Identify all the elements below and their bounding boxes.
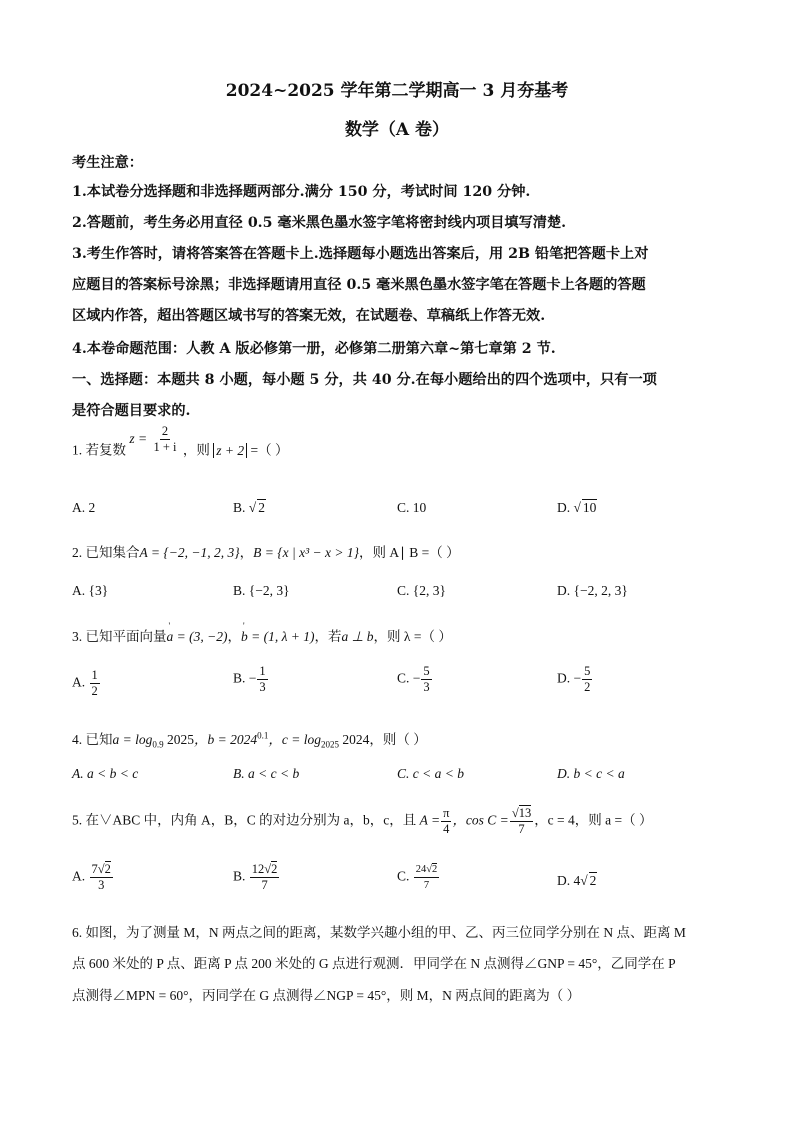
q3-option-b-num: 1 <box>259 664 266 678</box>
q5-option-c-num: 24√2 <box>414 862 440 878</box>
q1-option-d-label: D. <box>557 500 571 515</box>
q5-option-b-frac <box>250 862 280 893</box>
q5-option-a-frac <box>90 862 113 893</box>
q3-option-b-frac <box>257 664 267 695</box>
q3-option-b-den: 3 <box>259 680 266 694</box>
q5-option-c <box>397 862 440 893</box>
q2-option-c: C. {2, 3} <box>397 583 446 598</box>
q3-end: ，则 λ =（ ） <box>373 629 452 644</box>
q5-end: ，c = 4，则 a =（ ） <box>534 812 653 828</box>
q3-prefix: 3. 已知平面向量 <box>72 629 167 644</box>
notice-item-4: 4.本卷命题范围：人教 A 版必修第一册，必修第二册第六章~第七章第 2 节. <box>72 341 556 357</box>
q3-option-c <box>397 664 433 695</box>
q4-b: ，b = 2024 <box>194 732 258 747</box>
q4-prefix: 4. 已知 <box>72 732 113 747</box>
q3-option-c-den: 3 <box>423 680 430 694</box>
question-1 <box>72 424 289 467</box>
q3-perp: a ⊥ b <box>341 629 374 644</box>
q1-option-a: A. 2 <box>72 500 96 515</box>
q3-option-d-frac <box>582 664 592 695</box>
q4-c-base: 2025 <box>320 739 339 750</box>
q5-cos: ，cos C = <box>452 812 509 828</box>
q5-option-c-label: C. <box>397 868 410 884</box>
q3-option-c-label: C. − <box>397 670 421 686</box>
q3-vector-a: ' a = (3, −2) <box>167 629 228 645</box>
q5-cos-frac <box>510 806 533 837</box>
q3-option-b <box>233 664 269 695</box>
q3-option-a-den: 2 <box>91 684 98 698</box>
question-5 <box>72 806 653 837</box>
q1-mid: ，则 <box>182 442 210 458</box>
q3-option-a-num: 1 <box>91 668 98 682</box>
q1-prefix: 1. 若复数 <box>72 442 126 458</box>
q5-option-d-label: D. 4 <box>557 873 581 888</box>
q5-option-c-frac <box>414 862 440 893</box>
q1-option-b-radicand: 2 <box>258 500 265 515</box>
question-6-line-1: 6. 如图，为了测量 M，N 两点之间的距离，某数学兴趣小组的甲、乙、丙三位同学分别在 N 点、距离 M <box>72 925 686 940</box>
q5-option-b-label: B. <box>233 868 246 884</box>
q5-option-d-radicand: 2 <box>589 873 597 888</box>
q3-mid: ，若 <box>314 629 342 644</box>
q3-option-d-label: D. − <box>557 670 582 686</box>
exam-title: 2024~2025 学年第二学期高一 3 月夯基考 <box>225 81 569 101</box>
q1-abs: z + 2 <box>213 443 247 458</box>
q1-option-b-sqrt: √ 2 <box>248 500 265 515</box>
q5-angle-frac <box>441 806 451 837</box>
q4-option-a: A. a < b < c <box>72 766 139 781</box>
q1-option-d-sqrt: √ 10 <box>573 500 597 515</box>
q3-option-a-label: A. <box>72 674 86 690</box>
q2-end: ，则 A∣ B =（ ） <box>359 545 460 560</box>
q2-prefix: 2. 已知集合 <box>72 545 140 560</box>
q5-option-c-radicand: 2 <box>432 864 438 875</box>
section-1-heading-line-2: 是符合题目要求的. <box>72 403 191 419</box>
q3-option-a-frac <box>90 668 100 699</box>
q5-option-b-radicand: 2 <box>271 862 278 876</box>
q1-option-d-radicand: 10 <box>582 500 597 515</box>
notice-item-3-line-3: 区域内作答，超出答题区域书写的答案无效，在试题卷、草稿纸上作答无效. <box>72 308 546 324</box>
q1-z: z = <box>129 430 151 446</box>
q3-option-c-num: 5 <box>423 664 430 678</box>
q4-c: ，c = log <box>268 732 321 747</box>
q5-prefix: 5. 在∨ABC 中，内角 A，B，C 的对边分别为 a，b，c，且 <box>72 812 417 828</box>
q2-set-b: B = {x | x³ − x > 1} <box>253 545 359 560</box>
exam-subtitle: 数学（A 卷） <box>344 120 450 140</box>
notice-item-3-line-1: 3.考生作答时，请将答案答在答题卡上.选择题每小题选出答案后，用 2B 铅笔把答题卡上对 <box>72 246 649 262</box>
q4-option-d: D. b < c < a <box>557 766 625 781</box>
q4-a-arg: 2025 <box>163 732 194 747</box>
q4-a-base: 0.9 <box>152 739 164 750</box>
q4-option-c: C. c < a < b <box>397 766 464 781</box>
q4-a: a = log <box>112 732 153 747</box>
q5-option-d-sqrt: √ 2 <box>580 873 597 888</box>
q5-option-a-num: 7√2 <box>91 862 111 876</box>
q2-set-a: A = {−2, −1, 2, 3} <box>139 545 240 560</box>
q1-option-b-label: B. <box>233 500 246 515</box>
q3-option-d-num: 5 <box>584 664 591 678</box>
q1-option-b <box>233 500 266 516</box>
q5-angle-num: π <box>443 806 450 820</box>
q1-fraction-num: 2 <box>161 424 169 438</box>
q5-cos-num: √13 <box>511 806 532 820</box>
notice-item-1: 1.本试卷分选择题和非选择题两部分.满分 150 分，考试时间 120 分钟. <box>72 184 531 200</box>
q5-option-c-coef: 24 <box>415 864 427 875</box>
q5-cos-radicand: 13 <box>518 806 532 820</box>
q2-sep: ， <box>239 545 254 560</box>
q3-vector-b: ' b = (1, λ + 1) <box>241 629 315 645</box>
q5-option-b-num: 12√2 <box>251 862 278 876</box>
q4-b-exp: 0.1 <box>257 730 269 741</box>
q2-option-a: A. {3} <box>72 583 109 598</box>
question-6-line-2: 点 600 米处的 P 点、距离 P 点 200 米处的 G 点进行观测．甲同学在 N 点测得∠GNP = 45°，乙同学在 P <box>72 956 676 971</box>
q3-option-c-frac <box>421 664 431 695</box>
q5-option-b-coef: 12 <box>251 862 265 876</box>
question-3 <box>72 625 452 645</box>
section-1-heading-line-1: 一、选择题：本题共 8 小题，每小题 5 分，共 40 分.在每小题给出的四个选项中，只有一项 <box>72 372 657 388</box>
q5-angle-den: 4 <box>443 822 450 836</box>
q5-option-a-coef: 7 <box>91 862 98 876</box>
q5-option-a-radicand: 2 <box>104 862 111 876</box>
question-6-line-3: 点测得∠MPN = 60°，丙同学在 G 点测得∠NGP = 45°，则 M，N 两点间的距离为（ ） <box>72 988 581 1003</box>
q1-fraction-den: 1 + i <box>153 440 177 454</box>
notice-item-2: 2.答题前，考生务必用直径 0.5 毫米黑色墨水签字笔将密封线内项目填写清楚. <box>72 215 567 231</box>
q1-option-d <box>557 500 597 516</box>
q4-c-arg: 2024 <box>338 732 370 747</box>
q1-fraction <box>152 424 179 455</box>
question-2 <box>72 541 460 561</box>
q5-option-d <box>557 873 597 889</box>
q1-option-c: C. 10 <box>397 500 427 515</box>
q5-cos-den: 7 <box>518 822 525 836</box>
q5-option-b <box>233 862 280 893</box>
q3-sep: ， <box>227 629 241 644</box>
q2-option-b: B. {−2, 3} <box>233 583 290 598</box>
q3-option-b-label: B. − <box>233 670 257 686</box>
q3-option-a <box>72 668 101 699</box>
q5-option-a <box>72 862 114 893</box>
q5-option-a-label: A. <box>72 868 86 884</box>
q1-end: =（ ） <box>250 442 289 458</box>
q4-end: ，则（ ） <box>369 732 427 747</box>
notice-item-3-line-2: 应题目的答案标号涂黑；非选择题请用直径 0.5 毫米黑色墨水签字笔在答题卡上各题的答题 <box>72 277 646 293</box>
q5-option-c-den: 7 <box>423 880 430 891</box>
q5-option-a-den: 3 <box>98 878 105 892</box>
q4-option-b: B. a < c < b <box>233 766 300 781</box>
q5-angle-a: A = <box>419 812 441 828</box>
question-4 <box>72 728 427 750</box>
q5-option-b-den: 7 <box>261 878 268 892</box>
q1-formula <box>129 424 183 454</box>
notice-heading: 考生注意： <box>72 155 143 171</box>
q2-option-d: D. {−2, 2, 3} <box>557 583 628 598</box>
q3-option-d <box>557 664 593 695</box>
q3-option-d-den: 2 <box>584 680 591 694</box>
